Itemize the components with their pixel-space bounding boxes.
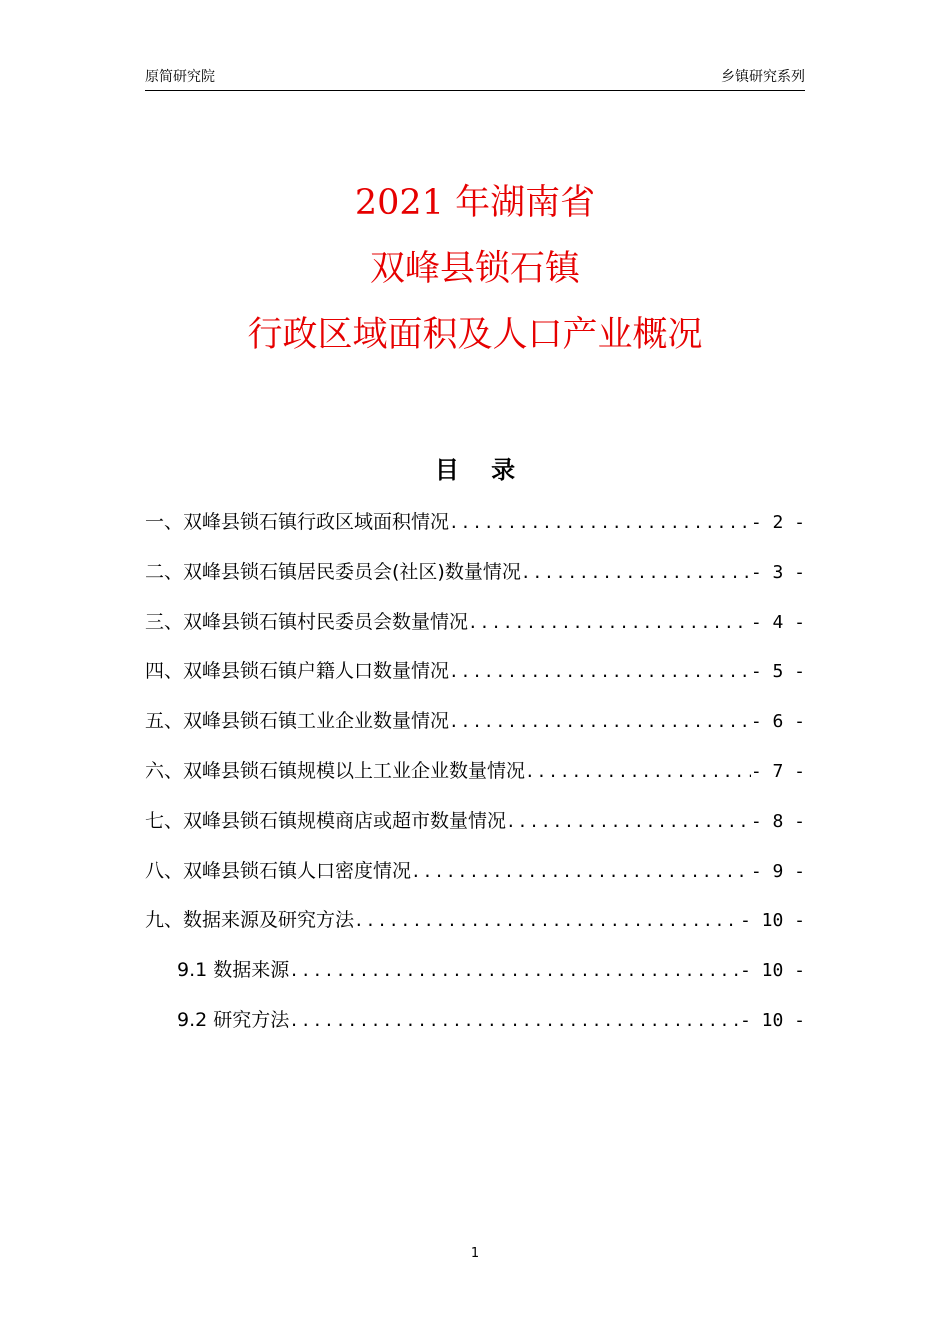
toc-entry-label: 四、双峰县锁石镇户籍人口数量情况 [145,660,450,683]
toc-entry-page: - 8 - [750,810,805,832]
toc-entry-label: 六、双峰县锁石镇规模以上工业企业数量情况 [145,759,526,782]
toc-dot-leader [449,702,751,742]
table-of-contents [145,502,805,1050]
page-header [145,66,805,91]
toc-heading: 目 录 [434,456,528,484]
toc-dot-leader [506,802,751,842]
toc-dot-leader [289,1001,740,1041]
toc-entry-label: 9.2 研究方法 [177,1008,290,1031]
toc-entry-page: - 3 - [750,561,805,583]
toc-entry-4[interactable] [145,651,805,701]
toc-dot-leader [449,652,751,692]
toc-dot-leader [354,901,740,941]
toc-entry-9[interactable] [145,900,805,950]
toc-entry-page: - 6 - [750,711,805,733]
toc-entry-page: - 10 - [739,910,805,932]
toc-entry-6[interactable] [145,751,805,801]
toc-entry-page: - 9 - [750,860,805,882]
toc-entry-label: 三、双峰县锁石镇村民委员会数量情况 [145,610,469,633]
title-line-year-province: 2021 年湖南省 [354,183,596,223]
toc-dot-leader [525,752,751,792]
toc-entry-7[interactable] [145,801,805,851]
toc-entry-label: 二、双峰县锁石镇居民委员会(社区)数量情况 [145,560,521,583]
toc-entry-2[interactable] [145,552,805,602]
toc-entry-label: 一、双峰县锁石镇行政区域面积情况 [145,511,450,533]
toc-entry-9-1[interactable] [145,950,805,1000]
toc-dot-leader [449,503,751,543]
toc-dot-leader [521,553,751,593]
toc-entry-page: - 5 - [750,661,805,683]
title-line-county-town: 双峰县锁石镇 [369,249,580,289]
toc-entry-9-2[interactable] [145,1000,805,1050]
toc-entry-label: 9.1 数据来源 [177,959,290,982]
page-number: 1 [470,1246,480,1261]
document-title [0,170,950,368]
toc-entry-label: 五、双峰县锁石镇工业企业数量情况 [145,710,450,733]
toc-entry-8[interactable] [145,851,805,901]
toc-dot-leader [289,951,740,991]
toc-entry-label: 九、数据来源及研究方法 [145,909,355,932]
toc-entry-3[interactable] [145,602,805,652]
toc-entry-label: 七、双峰县锁石镇规模商店或超市数量情况 [145,809,507,832]
toc-entry-page: - 10 - [739,1009,805,1031]
header-series-name: 乡镇研究系列 [721,69,805,85]
toc-entry-page: - 4 - [750,611,805,633]
toc-dot-leader [411,852,751,892]
toc-entry-page: - 7 - [750,760,805,782]
toc-entry-page: - 2 - [750,512,805,533]
toc-dot-leader [468,603,751,643]
header-org-name: 原简研究院 [145,69,215,85]
title-line-subject: 行政区域面积及人口产业概况 [247,315,703,355]
toc-entry-label: 八、双峰县锁石镇人口密度情况 [145,859,412,882]
toc-entry-page: - 10 - [739,960,805,982]
toc-entry-1[interactable] [145,502,805,552]
toc-entry-5[interactable] [145,701,805,751]
